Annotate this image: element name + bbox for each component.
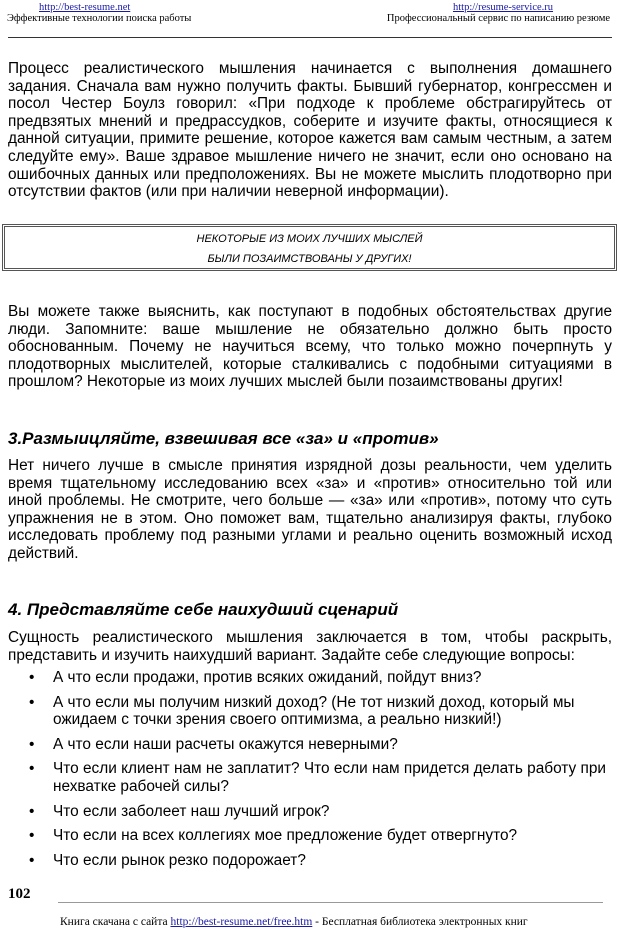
callout-line-2: БЫЛИ ПОЗАИМСТВОВАНЫ У ДРУГИХ! xyxy=(207,253,412,265)
footer-link[interactable]: http://best-resume.net/free.htm xyxy=(170,916,313,928)
callout-box xyxy=(2,224,617,271)
list-item: • А что если продажи, против всяких ожиданий, пойдут вниз? xyxy=(0,669,612,687)
paragraph-1: Процесс реалистического мышления начинается с выполнения домашнего задания. Сначала вам нужно получить факты. Бывший губернатор, конгрессмен и посол Честер Боулз говорил: «При подходе к проблеме обстрагируйтесь от предвзятых мнений и предрассудков, соберите и изучите факты, относящиеся к данной ситуации, примите решение, которое кажется вам самым честным, а затем следуйте ему». Ваше здравое мышление ничего не значит, если оно основано на ошибочных данных или предположениях. Вы не можете мыслить плодотворно при отсутствии фактов (или при наличии неверной информации). xyxy=(8,60,612,201)
list-item: • Что если рынок резко подорожает? xyxy=(0,852,612,870)
heading-section-4: 4. Представляйте себе наихудший сценарий xyxy=(8,600,399,619)
header-right-text: Профессиональный сервис по написанию резюме xyxy=(386,13,610,24)
callout-line-1: НЕКОТОРЫЕ ИЗ МОИХ ЛУЧШИХ МЫСЛЕЙ xyxy=(196,233,423,245)
list-item: • Что если клиент нам не заплатит? Что если нам придется делать работу при нехватке рабочей силы? xyxy=(0,760,612,795)
header-left-text: Эффективные технологии поиска работы xyxy=(7,13,192,24)
footer-divider xyxy=(58,902,603,903)
paragraph-4: Сущность реалистического мышления заключается в том, чтобы раскрыть, представить и изучить наихудший вариант. Задайте себе следующие вопросы: xyxy=(8,629,612,664)
footer-suffix: - Бесплатная библиотека электронных книг xyxy=(312,916,528,928)
footer-prefix: Книга скачана с сайта xyxy=(60,916,171,928)
list-item: • Что если заболеет наш лучший игрок? xyxy=(0,803,612,821)
page-number: 102 xyxy=(8,886,31,902)
paragraph-3: Нет ничего лучше в смысле принятия изрядной дозы реальности, чем уделить время тщательному исследованию всех «за» и «против» относительно той или иной проблемы. Не смотрите, чего больше — «за» или «против», потому что суть упражнения не в этом. Оно поможет вам, тщательно анализируя факты, глубоко исследовать проблему под разными углами и реально оценить возможный исход действий. xyxy=(8,457,612,562)
list-item: • Что если на всех коллегиях мое предложение будет отвергнуто? xyxy=(0,827,612,845)
header-link-resume-service[interactable]: http://resume-service.ru xyxy=(453,2,554,13)
question-list xyxy=(0,669,612,876)
list-item: • А что если мы получим низкий доход? (Не тот низкий доход, который мы ожидаем с точки зрения своего оптимизма, а реально низкий!) xyxy=(0,694,612,729)
footer-text xyxy=(60,916,528,928)
paragraph-2: Вы можете также выяснить, как поступают в подобных обстоятельствах другие люди. Запомните: ваше мышление не обязательно должно быть просто обоснованным. Почему не научиться всему, что только можно почерпнуть у плодотворных мыслителей, которые сталкивались с подобными ситуациями в прошлом? Некоторые из моих лучших мыслей были позаимствованы других! xyxy=(8,303,612,391)
heading-section-3: 3.Размыицляйте, взвешивая все «за» и «против» xyxy=(8,429,439,448)
header-divider xyxy=(8,37,612,38)
header-link-best-resume[interactable]: http://best-resume.net xyxy=(39,2,131,13)
list-item: • А что если наши расчеты окажутся неверными? xyxy=(0,736,612,754)
